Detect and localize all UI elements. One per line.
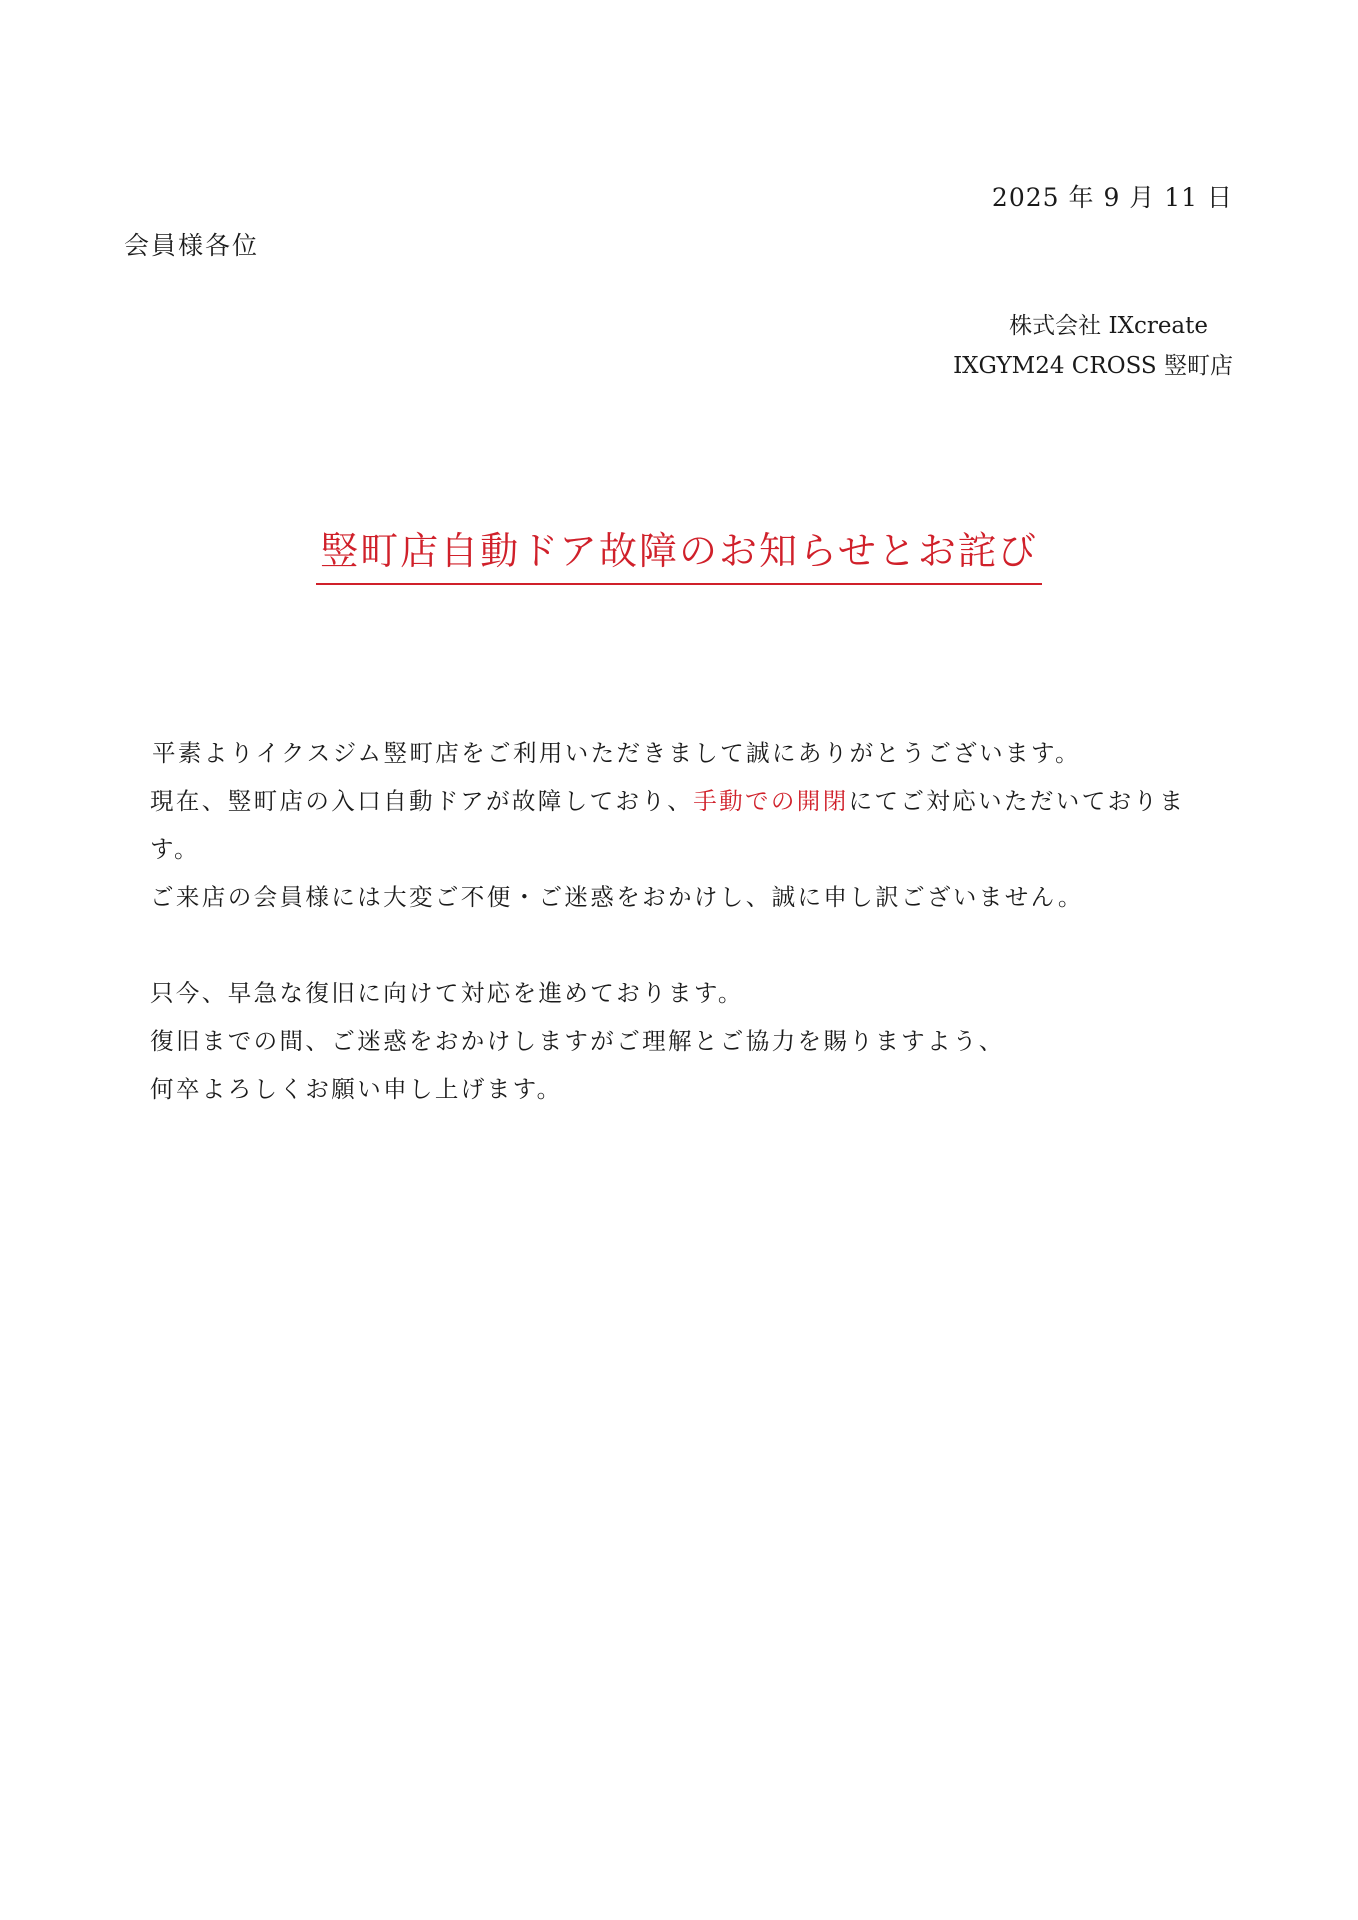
sender-company: 株式会社 IXcreate (1009, 313, 1208, 339)
title-container (0, 520, 1358, 585)
body-line: 平素よりイクスジム竪町店をご利用いただきまして誠にありがとうございます。 (152, 739, 1081, 767)
body-line: す。 (150, 835, 200, 863)
notice-title: 竪町店自動ドア故障のお知らせとお詫び (316, 520, 1042, 585)
document-date: 2025 年 9 月 11 日 (991, 183, 1233, 212)
addressee: 会員様各位 (124, 231, 260, 260)
body-line: ご来店の会員様には大変ご不便・ご迷惑をおかけし、誠に申し訳ございません。 (150, 883, 1084, 911)
body-line: 只今、早急な復旧に向けて対応を進めております。 (150, 979, 744, 1007)
sender-store: IXGYM24 CROSS 竪町店 (953, 353, 1233, 379)
body-line: 何卒よろしくお願い申し上げます。 (150, 1075, 563, 1103)
sender-block (953, 306, 1233, 386)
body-text: にてご対応いただいておりま (848, 787, 1186, 815)
notice-body (150, 729, 1235, 1113)
body-line (150, 777, 1235, 825)
body-text: 現在、竪町店の入口自動ドアが故障しており、 (150, 787, 694, 815)
highlight-text: 手動での開閉 (693, 787, 849, 815)
paragraph-gap (150, 921, 1235, 969)
body-line: 復旧までの間、ご迷惑をおかけしますがご理解とご協力を賜りますよう、 (150, 1027, 1005, 1055)
